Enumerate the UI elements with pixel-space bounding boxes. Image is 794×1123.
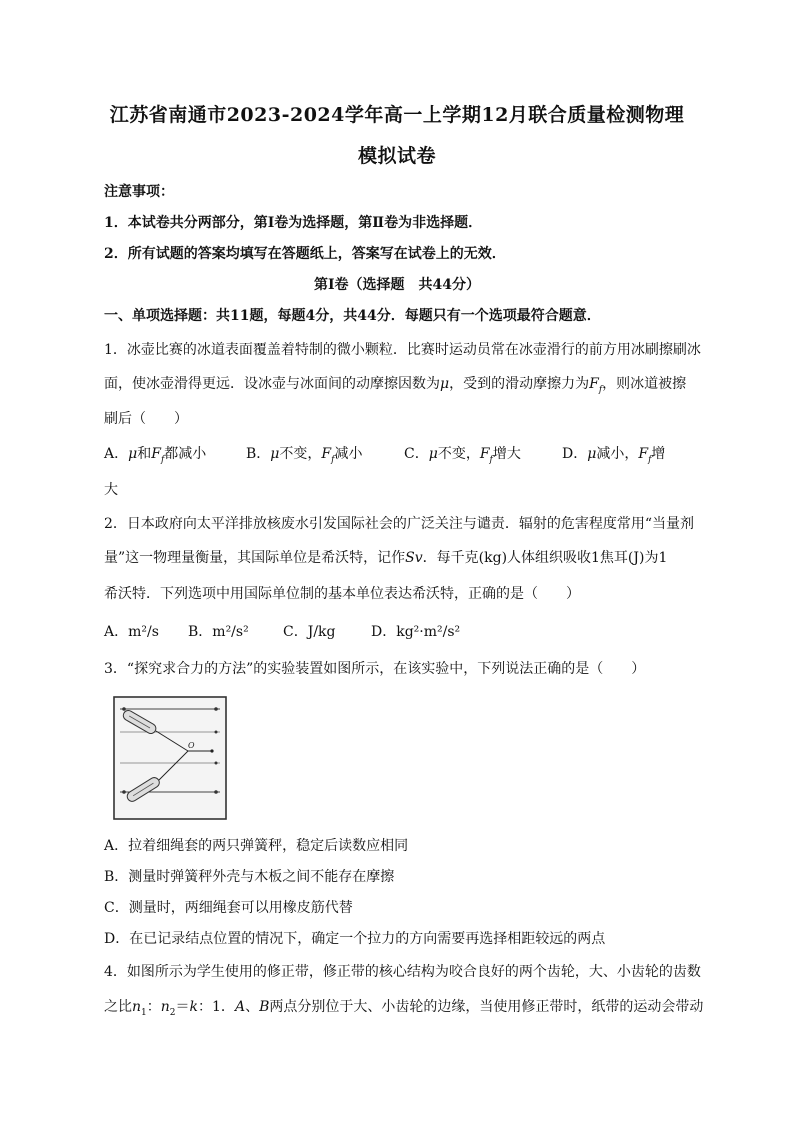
n-symbol: n bbox=[132, 999, 142, 1015]
n-symbol: n bbox=[160, 999, 170, 1015]
q1-stem-line2 bbox=[104, 374, 704, 400]
part1-heading: 第Ⅰ卷（选择题 共44分） bbox=[313, 277, 481, 293]
exam-title-line1: 江苏省南通市2023-2024学年高一上学期12月联合质量检测物理 bbox=[109, 104, 685, 126]
q1-option-a[interactable] bbox=[104, 444, 206, 470]
notice-item-1: 1．本试卷共分两部分，第Ⅰ卷为选择题，第Ⅱ卷为非选择题． bbox=[104, 215, 483, 231]
notice-item-2: 2．所有试题的答案均填写在答题纸上，答案写在试卷上的无效． bbox=[104, 246, 506, 262]
exam-title-line2: 模拟试卷 bbox=[357, 145, 436, 167]
friction-subscript: f bbox=[331, 454, 335, 465]
point-b-label: B bbox=[259, 999, 270, 1015]
mu-symbol: μ bbox=[428, 446, 438, 462]
option-text: 和 bbox=[137, 446, 152, 462]
q1-stem-line1: 1．冰壶比赛的冰道表面覆盖着特制的微小颗粒．比赛时运动员常在冰壶滑行的前方用冰刷擦刷冰 bbox=[104, 342, 701, 358]
option-text: 减小 bbox=[334, 446, 363, 462]
option-text: 增大 bbox=[492, 446, 521, 462]
friction-symbol: F bbox=[638, 446, 649, 462]
notice-heading: 注意事项： bbox=[104, 184, 174, 200]
mu-symbol: μ bbox=[270, 446, 280, 462]
friction-subscript: f bbox=[598, 384, 603, 395]
friction-subscript: f bbox=[648, 454, 652, 465]
q3-stem: 3．“探究求合力的方法”的实验装置如图所示，在该实验中，下列说法正确的是（ ） bbox=[104, 661, 646, 677]
knot-label: O bbox=[188, 741, 195, 750]
q2-text: ．每千克(kg)人体组织吸收1焦耳(J)为1 bbox=[422, 550, 668, 566]
q2-option-d[interactable]: D．kg²·m²/s² bbox=[371, 624, 461, 640]
mu-symbol: μ bbox=[128, 446, 138, 462]
option-letter: D． bbox=[562, 446, 588, 462]
q1-option-d[interactable] bbox=[562, 444, 665, 470]
friction-subscript: f bbox=[489, 454, 493, 465]
option-text: 不变， bbox=[279, 446, 322, 462]
q4-equals: ＝ bbox=[175, 999, 190, 1015]
q2-text: 量”这一物理量衡量，其国际单位是希沃特，记作 bbox=[104, 550, 406, 566]
subscript-1: 1 bbox=[141, 1007, 147, 1018]
q2-stem-line1: 2．日本政府向太平洋排放核废水引发国际社会的广泛关注与谴责．辐射的危害程度常用“当量剂 bbox=[104, 516, 695, 532]
q2-option-b[interactable]: B．m²/s² bbox=[188, 624, 249, 640]
q4-text: 之比 bbox=[104, 999, 132, 1015]
option-text: 减小， bbox=[596, 446, 639, 462]
q2-stem-line2 bbox=[104, 548, 704, 568]
q4-text: 两点分别位于大、小齿轮的边缘，当使用修正带时，纸带的运动会带动 bbox=[269, 999, 704, 1015]
q1-option-d-wrap: 大 bbox=[104, 482, 118, 498]
q1-option-c[interactable] bbox=[404, 444, 521, 470]
option-text: 都减小 bbox=[164, 446, 207, 462]
unit-sv: Sv bbox=[405, 550, 423, 566]
mu-symbol: μ bbox=[587, 446, 597, 462]
force-experiment-figure bbox=[112, 695, 230, 823]
friction-symbol: F bbox=[321, 446, 332, 462]
option-letter: B． bbox=[246, 446, 271, 462]
q4-separator: 、 bbox=[245, 999, 260, 1015]
option-text: 不变， bbox=[437, 446, 480, 462]
point-a-label: A bbox=[234, 999, 246, 1015]
friction-subscript: f bbox=[160, 454, 165, 465]
q2-option-c[interactable]: C．J/kg bbox=[283, 624, 336, 640]
option-text: 增 bbox=[651, 446, 666, 462]
subscript-2: 2 bbox=[169, 1007, 176, 1018]
option-letter: C． bbox=[404, 446, 429, 462]
q1-text: ，则冰道被擦 bbox=[602, 376, 687, 392]
q3-option-d[interactable]: D．在已记录结点位置的情况下，确定一个拉力的方向需要再选择相距较远的两点 bbox=[104, 931, 606, 947]
friction-symbol: F bbox=[589, 376, 599, 392]
q2-option-a[interactable]: A．m²/s bbox=[104, 624, 159, 640]
friction-symbol: F bbox=[151, 446, 161, 462]
q4-stem-line1: 4．如图所示为学生使用的修正带，修正带的核心结构为咬合良好的两个齿轮，大、小齿轮的齿数 bbox=[104, 964, 701, 980]
mu-symbol: μ bbox=[440, 376, 450, 392]
q2-stem-line3: 希沃特．下列选项中用国际单位制的基本单位表达希沃特，正确的是（ ） bbox=[104, 586, 580, 602]
q3-option-c[interactable]: C．测量时，两细绳套可以用橡皮筋代替 bbox=[104, 900, 353, 916]
q4-text: ：1． bbox=[198, 999, 235, 1015]
q3-option-a[interactable]: A．拉着细绳套的两只弹簧秤，稳定后读数应相同 bbox=[104, 838, 409, 854]
q3-option-b[interactable]: B．测量时弹簧秤外壳与木板之间不能存在摩擦 bbox=[104, 869, 395, 885]
q1-text: ，受到的滑动摩擦力为 bbox=[449, 376, 590, 392]
section1-heading: 一、单项选择题：共11题，每题4分，共44分．每题只有一个选项最符合题意． bbox=[104, 308, 601, 324]
k-symbol: k bbox=[189, 999, 199, 1015]
q1-stem-line3: 刷后（ ） bbox=[104, 411, 188, 427]
q1-text: 面，使冰壶滑得更远．设冰壶与冰面间的动摩擦因数为 bbox=[104, 376, 440, 392]
q4-colon: ： bbox=[146, 999, 161, 1015]
friction-symbol: F bbox=[479, 446, 490, 462]
q4-stem-line2 bbox=[104, 997, 704, 1023]
q1-option-b[interactable] bbox=[246, 444, 362, 470]
option-letter: A． bbox=[104, 446, 129, 462]
